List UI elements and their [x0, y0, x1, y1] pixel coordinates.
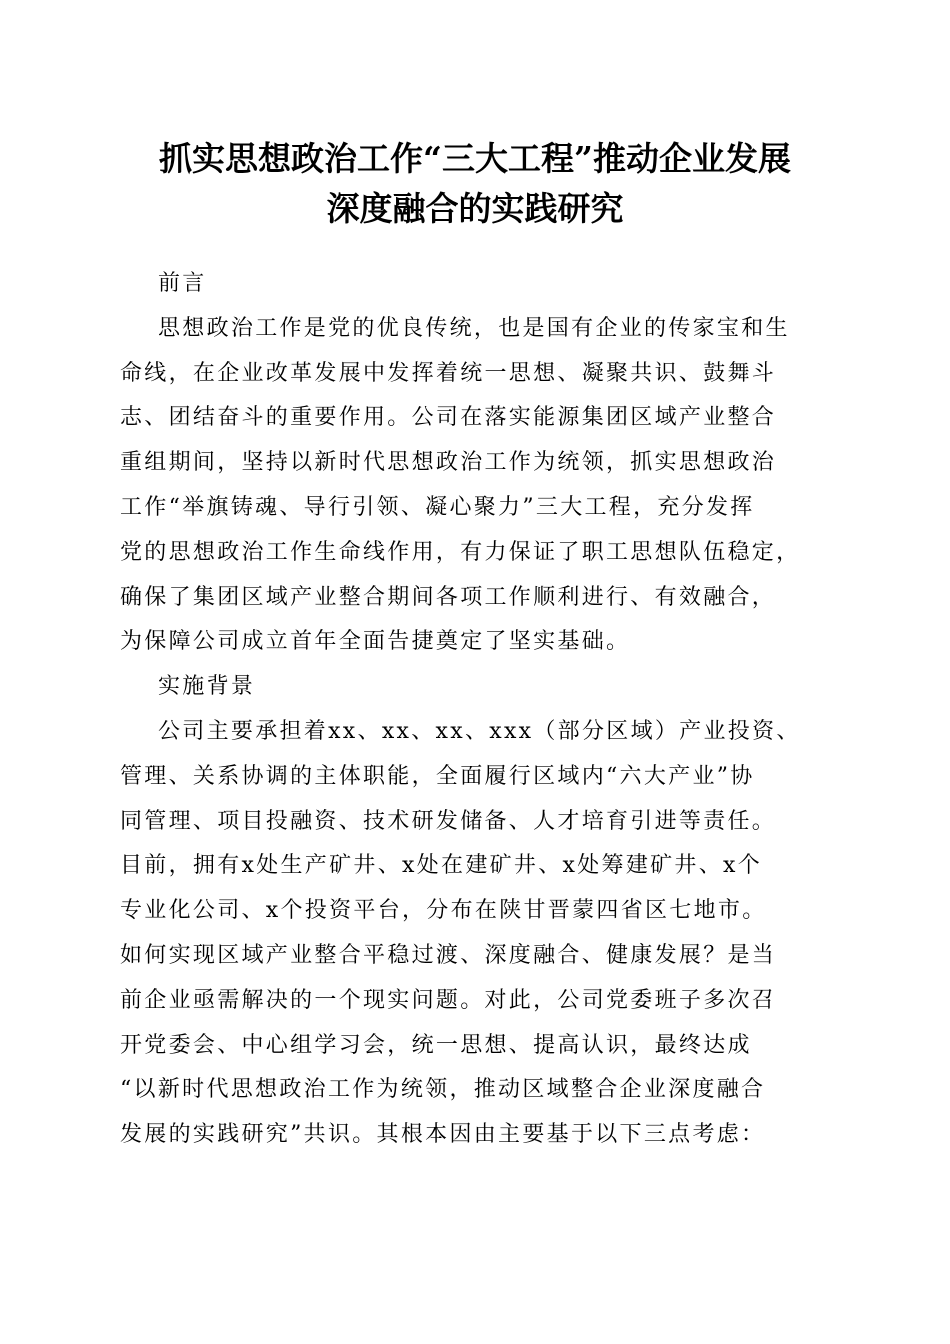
- paragraph-line: 开党委会、中心组学习会，统一思想、提高认识，最终达成: [120, 1032, 752, 1058]
- paragraph-line: 重组期间，坚持以新时代思想政治工作为统领，抓实思想政治: [120, 450, 777, 476]
- paragraph-line: 如何实现区域产业整合平稳过渡、深度融合、健康发展？是当: [120, 942, 777, 968]
- document-title: [110, 134, 840, 234]
- paragraph-line: 志、团结奋斗的重要作用。公司在落实能源集团区域产业整合: [120, 405, 777, 431]
- paragraph-line: 公司主要承担着xx、xx、xx、xxx（部分区域）产业投资、: [158, 718, 801, 744]
- paragraph-line: 专业化公司、x个投资平台，分布在陕甘晋蒙四省区七地市。: [120, 898, 767, 924]
- paragraph-line: “以新时代思想政治工作为统领，推动区域整合企业深度融合: [120, 1077, 766, 1103]
- section-heading-preface: 前言: [158, 271, 207, 296]
- paragraph-line: 目前，拥有x处生产矿井、x处在建矿井、x处筹建矿井、x个: [120, 853, 763, 879]
- paragraph-preface: [120, 307, 832, 665]
- document-body: [120, 262, 832, 1158]
- section-heading-background: 实施背景: [158, 674, 256, 700]
- title-line-2: 深度融合的实践研究: [326, 189, 624, 228]
- paragraph-line: 工作“举旗铸魂、导行引领、凝心聚力”三大工程，充分发挥: [120, 494, 755, 520]
- paragraph-line: 确保了集团区域产业整合期间各项工作顺利进行、有效融合，: [120, 584, 777, 610]
- paragraph-background: [120, 710, 832, 1158]
- paragraph-line: 命线，在企业改革发展中发挥着统一思想、凝聚共识、鼓舞斗: [120, 360, 777, 386]
- title-line-1: 抓实思想政治工作“三大工程”推动企业发展: [159, 139, 791, 178]
- paragraph-line: 党的思想政治工作生命线作用，有力保证了职工思想队伍稳定，: [120, 539, 801, 565]
- paragraph-line: 为保障公司成立首年全面告捷奠定了坚实基础。: [120, 629, 631, 655]
- paragraph-line: 发展的实践研究”共识。其根本因由主要基于以下三点考虑：: [120, 1122, 766, 1148]
- paragraph-line: 同管理、项目投融资、技术研发储备、人才培育引进等责任。: [120, 808, 777, 834]
- paragraph-line: 前企业亟需解决的一个现实问题。对此，公司党委班子多次召: [120, 987, 777, 1013]
- paragraph-line: 思想政治工作是党的优良传统，也是国有企业的传家宝和生: [158, 315, 790, 341]
- paragraph-line: 管理、关系协调的主体职能，全面履行区域内“六大产业”协: [120, 763, 755, 789]
